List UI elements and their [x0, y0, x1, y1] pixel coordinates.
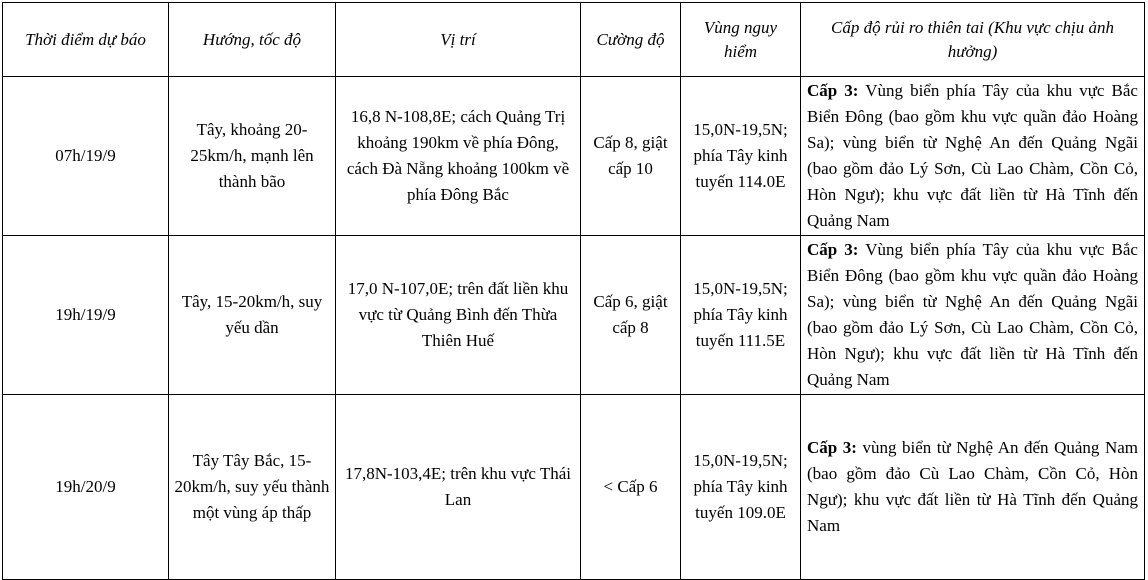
- header-risk: Cấp độ rủi ro thiên tai (Khu vực chịu ảnh hưởng): [801, 3, 1145, 77]
- risk-area-text: vùng biển từ Nghệ An đến Quảng Nam (bao gồm đảo Cù Lao Chàm, Cồn Cỏ, Hòn Ngư); khu vực đất liền từ Hà Tĩnh đến Quảng Nam: [807, 438, 1138, 535]
- header-intensity: Cường độ: [581, 3, 681, 77]
- cell-time: 19h/19/9: [3, 236, 169, 395]
- cell-intensity: Cấp 8, giật cấp 10: [581, 77, 681, 236]
- table-header-row: [3, 3, 1145, 77]
- risk-level-label: Cấp 3:: [807, 240, 859, 259]
- cell-risk: [801, 77, 1145, 236]
- risk-level-label: Cấp 3:: [807, 438, 857, 457]
- cell-danger-zone: 15,0N-19,5N; phía Tây kinh tuyến 109.0E: [681, 395, 801, 580]
- cell-time: 07h/19/9: [3, 77, 169, 236]
- risk-area-text: Vùng biển phía Tây của khu vực Bắc Biển Đông (bao gồm khu vực quần đảo Hoàng Sa); vùng biển từ Nghệ An đến Quảng Ngãi (bao gồm đảo Lý Sơn, Cù Lao Chàm, Cồn Cỏ, Hòn Ngư); khu vực đất liền từ Hà Tĩnh đến Quảng Nam: [807, 81, 1138, 230]
- cell-danger-zone: 15,0N-19,5N; phía Tây kinh tuyến 114.0E: [681, 77, 801, 236]
- cell-risk: [801, 236, 1145, 395]
- header-danger-zone: Vùng nguy hiểm: [681, 3, 801, 77]
- cell-position: 17,8N-103,4E; trên khu vực Thái Lan: [336, 395, 581, 580]
- cell-position: 16,8 N-108,8E; cách Quảng Trị khoảng 190km về phía Đông, cách Đà Nẵng khoảng 100km về phía Đông Bắc: [336, 77, 581, 236]
- table-row: [3, 395, 1145, 580]
- cell-risk: [801, 395, 1145, 580]
- risk-level-label: Cấp 3:: [807, 81, 859, 100]
- header-direction: Hướng, tốc độ: [169, 3, 336, 77]
- table-row: [3, 236, 1145, 395]
- cell-direction: Tây Tây Bắc, 15-20km/h, suy yếu thành một vùng áp thấp: [169, 395, 336, 580]
- header-position: Vị trí: [336, 3, 581, 77]
- forecast-table: [2, 2, 1145, 580]
- cell-direction: Tây, khoảng 20-25km/h, mạnh lên thành bão: [169, 77, 336, 236]
- cell-direction: Tây, 15-20km/h, suy yếu dần: [169, 236, 336, 395]
- cell-time: 19h/20/9: [3, 395, 169, 580]
- header-time: Thời điểm dự báo: [3, 3, 169, 77]
- table-row: [3, 77, 1145, 236]
- cell-position: 17,0 N-107,0E; trên đất liền khu vực từ Quảng Bình đến Thừa Thiên Huế: [336, 236, 581, 395]
- cell-danger-zone: 15,0N-19,5N; phía Tây kinh tuyến 111.5E: [681, 236, 801, 395]
- cell-intensity: < Cấp 6: [581, 395, 681, 580]
- cell-intensity: Cấp 6, giật cấp 8: [581, 236, 681, 395]
- risk-area-text: Vùng biển phía Tây của khu vực Bắc Biển Đông (bao gồm khu vực quần đảo Hoàng Sa); vùng biển từ Nghệ An đến Quảng Ngãi (bao gồm đảo Lý Sơn, Cù Lao Chàm, Cồn Cỏ, Hòn Ngư); khu vực đất liền từ Hà Tĩnh đến Quảng Nam: [807, 240, 1138, 389]
